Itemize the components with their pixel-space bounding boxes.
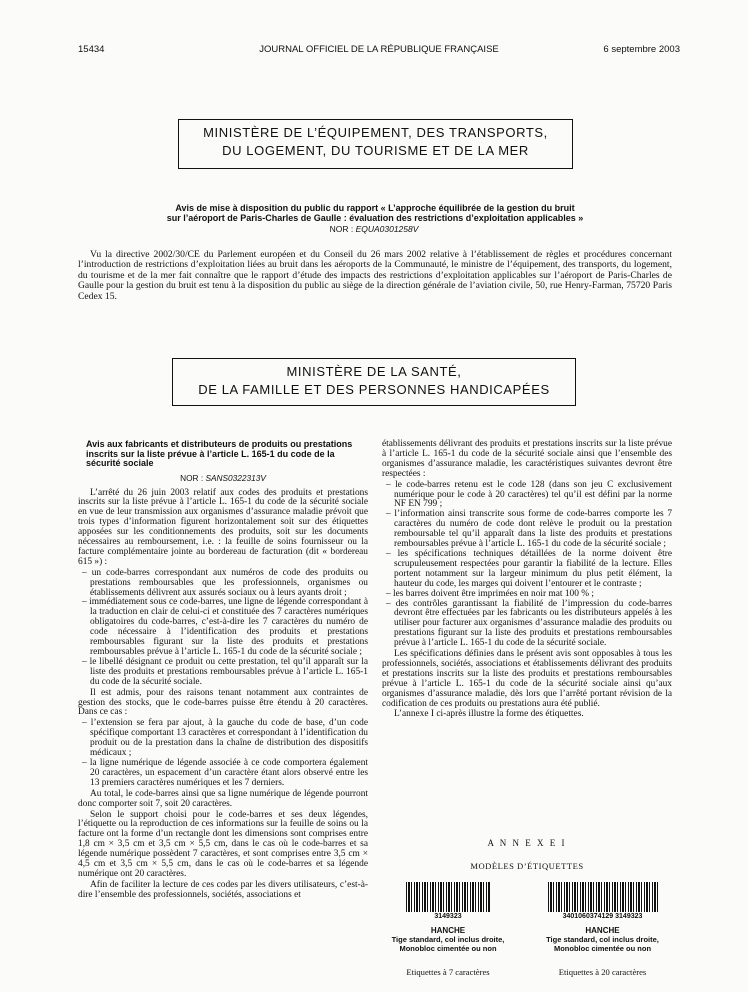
product-name: HANCHE <box>430 926 466 936</box>
paragraph: L’arrêté du 26 juin 2003 relatif aux codes des produits et prestations inscrits sur la liste prévue à l’article L. 165-1 du code de la sécurité sociale en vue de leur transmission aux organismes d’assurance maladie prévoit que trois types d’information figurent horizontalement soit sur des étiquettes apposées sur les conditionnements des produits, soit sur les documents nécessaires au remboursement, i.e. : la feuille de soins fournisseur ou la facture complémentaire jointe au bordereau de facturation (dit « bordereau 615 ») : <box>78 487 368 567</box>
label-examples <box>382 882 672 992</box>
right-column <box>382 440 672 992</box>
barcode-image <box>406 882 490 912</box>
nor-code: EQUA0301258V <box>355 224 419 234</box>
list-item: – le code-barres retenu est le code 128 (dans son jeu C exclusivement numérique pour le code à 20 caractères) tel qu’il est défini par la norme NF EN 799 ; <box>382 481 672 511</box>
list-item: – un code-barres correspondant aux numéros de code des produits ou prestations remboursables que les professionnels, organismes ou établissements délivrent aux assurés sociaux ou à leurs ayants droit ; <box>78 569 368 599</box>
paragraph: Au total, le code-barres ainsi que sa ligne numérique de légende pourront donc comporter soit 7, soit 20 caractères. <box>78 788 368 809</box>
list-item: – immédiatement sous ce code-barres, une ligne de légende correspondant à la traduction en clair de celui-ci et constituée des 7 caractères numériques obligatoires du code-barres, c’est-à-dire les 7 caractères du numéro de code nécessaire à l’identification des produits et prestations remboursables figurant sur la liste des produits et prestations remboursables prévue à l’article L. 165-1 du code de la sécurité sociale ; <box>78 598 368 657</box>
dash-list <box>78 569 368 688</box>
ministry-line-2: DU LOGEMENT, DU TOURISME ET DE LA MER <box>222 143 529 158</box>
product-description-1: Tige standard, col inclus droite, <box>546 935 659 945</box>
product-description-1: Tige standard, col inclus droite, <box>391 935 505 945</box>
left-column <box>78 440 368 902</box>
nor-reference <box>0 224 748 234</box>
label-caption: Etiquettes à 7 caractères <box>406 967 490 978</box>
ministry-line-2: DE LA FAMILLE ET DES PERSONNES HANDICAPÉES <box>198 382 550 397</box>
barcode-number: 3149323 <box>434 913 462 921</box>
label-caption: Etiquettes à 20 caractères <box>558 967 647 978</box>
list-item: – la ligne numérique de légende associée à ce code comportera également 20 caractères, un espacement d’un caractère étant alors observé entre les 13 premiers caractères numériques et les 7 derniers. <box>78 759 368 789</box>
ministry-heading-equipement <box>178 119 573 169</box>
journal-title: JOURNAL OFFICIEL DE LA RÉPUBLIQUE FRANÇAISE <box>259 44 499 55</box>
nor-code: SANS0322313V <box>205 472 266 483</box>
publication-date: 6 septembre 2003 <box>603 44 680 55</box>
list-item: – le libellé désignant ce produit ou cette prestation, tel qu’il apparaît sur la liste des produits et prestations remboursables prévue à l’article L. 165-1 du code de la sécurité sociale. <box>78 658 368 688</box>
list-item: – l’extension se fera par ajout, à la gauche du code de base, d’un code spécifique comportant 13 caractères et correspondant à l’identification du produit ou de la prestation dans la chaîne de distribution des dispositifs médicaux ; <box>78 719 368 759</box>
dash-list <box>78 719 368 788</box>
label-7-chars <box>384 882 512 977</box>
list-item: – les spécifications techniques détaillées de la norme doivent être scrupuleusement respectées pour garantir la fiabilité de la lecture. Elles portent notamment sur la largeur minimum du plus petit élément, la hauteur du code, les marges qui doivent l’entourer et le contraste ; <box>382 550 672 590</box>
paragraph: Les spécifications définies dans le présent avis sont opposables à tous les professionnels, sociétés, associations et établissements délivrant des produits et prestations inscrits sur la liste des produits et prestations remboursables prévue à l’article L. 165-1 du code de la sécurité sociale ainsi qu’aux organismes d’assurance maladie, dès lors que l’arrêté portant révision de la codification de ces produits ou prestations aura été publié. <box>382 649 672 709</box>
nor-label: NOR : <box>180 472 204 483</box>
paragraph: établissements délivrant des produits et prestations inscrits sur la liste prévue à l’article L. 165-1 du code de la sécurité sociale ainsi que l’ensemble des organismes d’assurance maladie, les caractéristiques suivantes devront être respectées : <box>382 439 672 479</box>
label-20-chars <box>535 882 670 977</box>
ministry-line-1: MINISTÈRE DE L’ÉQUIPEMENT, DES TRANSPORTS, <box>203 125 548 140</box>
paragraph: Il est admis, pour des raisons tenant notamment aux contraintes de gestion des stocks, que le code-barres puisse être étendu à 20 caractères. Dans ce cas : <box>78 687 368 718</box>
paragraph: Afin de faciliter la lecture de ces codes par les divers utilisateurs, c’est-à-dire l’ensemble des professionnels, sociétés, associations et <box>78 879 368 900</box>
nor-label: NOR : <box>329 224 354 234</box>
notice-title-line-1: Avis de mise à disposition du public du rapport « L’approche équilibrée de la gestion du bruit <box>175 203 575 213</box>
notice-title-line-2: sur l’aéroport de Paris-Charles de Gaulle : évaluation des restrictions d’exploitation applicables » <box>166 213 584 223</box>
page-number: 15434 <box>78 44 105 55</box>
ministry-heading-sante <box>172 358 576 406</box>
notice-title <box>90 203 660 223</box>
nor-reference <box>78 473 368 483</box>
product-name: HANCHE <box>585 926 620 936</box>
paragraph: Selon le support choisi pour le code-barres et ses deux légendes, l’étiquette ou la reproduction de ces informations sur la feuille de soins ou la facture ont la forme d’un rectangle dont les dimensions sont comprises entre 1,8 cm × 3,5 cm et 3,5 cm × 5,5 cm, dans le cas où le code-barres et sa légende numérique possèdent 7 caractères, et sont comprises entre 3,5 cm × 4,5 cm et 3,5 cm × 5,5 cm, dans le cas où le code-barres et sa légende numérique ont 20 caractères. <box>78 809 368 879</box>
notice-body: Vu la directive 2002/30/CE du Parlement européen et du Conseil du 26 mars 2002 relative à l’établissement de règles et procédures concernant l’introduction de restrictions d’exploitation liées au bruit dans les aéroports de la Communauté, le ministre de l’équipement, des transports, du logement, du tourisme et de la mer fait connaître que le rapport d’étude des impacts des restrictions d’exploitation applicables sur l’aéroport de Paris-Charles de Gaulle pour la gestion du bruit est tenu à la disposition du public au siège de la direction générale de l’aviation civile, 50, rue Henry-Farman, 75720 Paris Cedex 15. <box>78 249 672 302</box>
product-description-2: Monobloc cimentée ou non <box>399 944 497 954</box>
list-item: – l’information ainsi transcrite sous forme de code-barres comporte les 7 caractères du numéro de code dont relève le produit ou la prestation remboursable tel qu’il apparaît dans la liste des produits et prestations remboursables prévue à l’article L. 165-1 du code de la sécurité sociale ; <box>382 510 672 550</box>
dash-list <box>382 481 672 649</box>
list-item: – des contrôles garantissant la fiabilité de l’impression du code-barres devront être effectuées par les fabricants ou les distributeurs appelés à les utiliser pour facturer aux organismes d’assurance maladie des produits ou prestations figurant sur la liste des produits et prestations remboursables prévue à l’article L. 165-1 du code de la sécurité sociale. <box>382 600 672 650</box>
paragraph: L’annexe I ci-après illustre la forme des étiquettes. <box>394 709 584 720</box>
ministry-line-1: MINISTÈRE DE LA SANTÉ, <box>286 364 462 379</box>
barcode-image <box>548 882 658 912</box>
page-header <box>78 44 680 58</box>
annex-title: A N N E X E I <box>487 838 567 849</box>
barcode-number: 3401060374129 3149323 <box>562 913 643 921</box>
annex-subtitle: MODÈLES D’ÉTIQUETTES <box>470 861 584 872</box>
notice-title: Avis aux fabricants et distributeurs de produits ou prestations inscrits sur la liste prévue à l’article L. 165-1 du code de la sécurité sociale <box>86 439 353 468</box>
product-description-2: Monobloc cimentée ou non <box>553 944 652 954</box>
list-item: – les barres doivent être imprimées en noir mat 100 % ; <box>382 590 672 600</box>
